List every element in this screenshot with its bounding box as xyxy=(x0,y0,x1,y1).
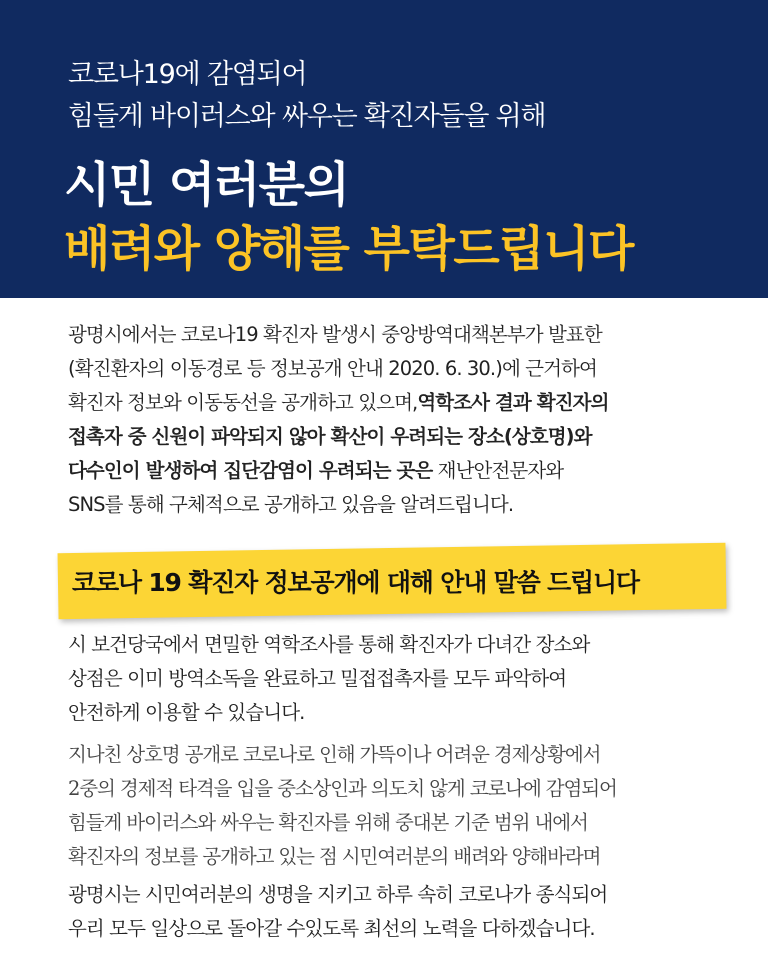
body-paragraph-2 xyxy=(68,738,718,874)
body1-line-2: 상점은 이미 방역소독을 완료하고 밀접접촉자를 모두 파악하여 xyxy=(68,667,567,690)
header-title-line-1: 시민 여러분의 xyxy=(64,157,349,213)
intro-line-5-plain: 재난안전문자와 xyxy=(432,459,564,482)
intro-line-1: 광명시에서는 코로나19 확진자 발생시 중앙방역대책본부가 발표한 xyxy=(68,323,602,346)
header-subtitle-line-1: 코로나19에 감염되어 xyxy=(68,59,307,90)
intro-paragraph xyxy=(68,318,718,522)
intro-line-3-plain: 확진자 정보와 이동동선을 공개하고 있으며, xyxy=(68,391,418,414)
intro-line-4: 접촉자 중 신원이 파악되지 않아 확산이 우려되는 장소(상호명)와 xyxy=(68,425,592,448)
intro-line-5-bold: 다수인이 발생하여 집단감염이 우려되는 곳은 xyxy=(68,459,433,482)
header-subtitle-line-2: 힘들게 바이러스와 싸우는 확진자들을 위해 xyxy=(68,101,546,132)
header-banner xyxy=(0,0,768,298)
body-paragraph-1 xyxy=(68,628,718,730)
body2-line-4: 확진자의 정보를 공개하고 있는 점 시민여러분의 배려와 양해바라며 xyxy=(68,845,601,868)
body2-line-3: 힘들게 바이러스와 싸우는 확진자를 위해 중대본 기준 범위 내에서 xyxy=(68,811,588,834)
intro-line-2: (확진환자의 이동경로 등 정보공개 안내 2020. 6. 30.)에 근거하여 xyxy=(68,357,597,380)
body-paragraph-3 xyxy=(68,878,718,946)
intro-line-6: SNS를 통해 구체적으로 공개하고 있음을 알려드립니다. xyxy=(68,493,514,516)
intro-line-5 xyxy=(68,454,718,488)
body3-line-1: 광명시는 시민여러분의 생명을 지키고 하루 속히 코로나가 종식되어 xyxy=(68,883,608,906)
body3-line-2: 우리 모두 일상으로 돌아갈 수있도록 최선의 노력을 다하겠습니다. xyxy=(68,917,595,940)
intro-line-3 xyxy=(68,386,718,420)
header-title-line-2: 배려와 양해를 부탁드립니다 xyxy=(64,221,633,277)
body1-line-3: 안전하게 이용할 수 있습니다. xyxy=(68,701,305,724)
body2-line-2: 2중의 경제적 타격을 입을 중소상인과 의도치 않게 코로나에 감염되어 xyxy=(68,777,617,800)
section-heading: 코로나 19 확진자 정보공개에 대해 안내 말씀 드립니다 xyxy=(72,568,639,597)
body1-line-1: 시 보건당국에서 면밀한 역학조사를 통해 확진자가 다녀간 장소와 xyxy=(68,633,590,656)
notice-body xyxy=(0,298,768,960)
body2-line-1: 지나친 상호명 공개로 코로나로 인해 가뜩이나 어려운 경제상황에서 xyxy=(68,743,601,766)
intro-line-3-bold: 역학조사 결과 확진자의 xyxy=(417,391,609,414)
